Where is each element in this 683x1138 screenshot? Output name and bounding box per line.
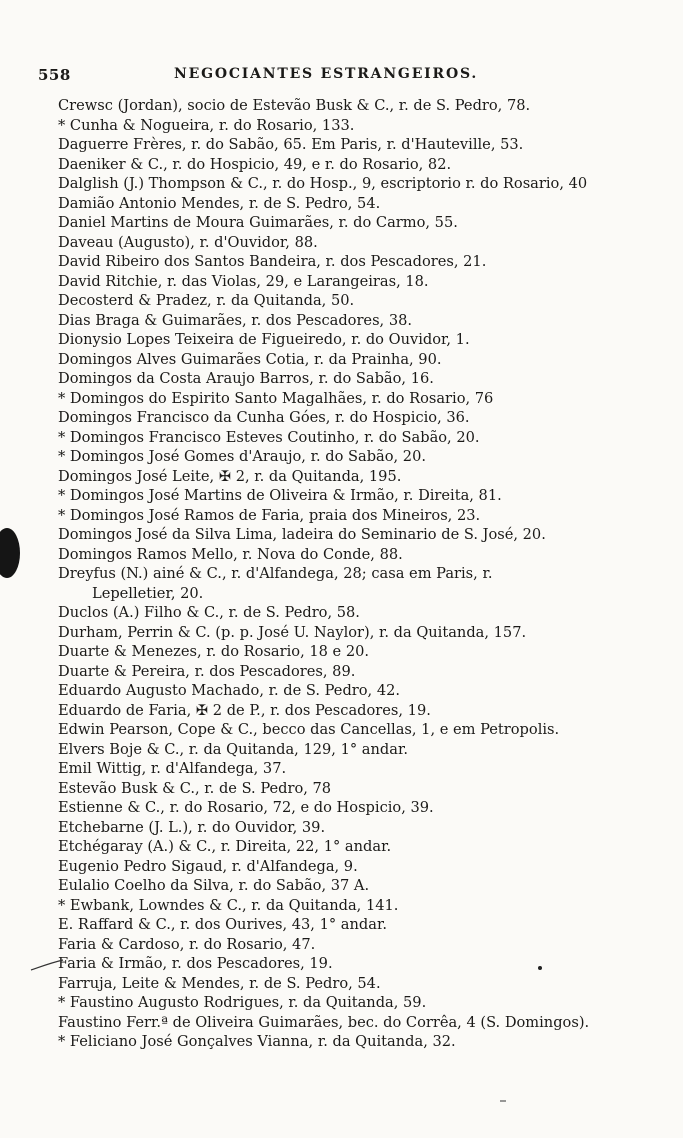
directory-entry: Decosterd & Pradez, r. da Quitanda, 50. (58, 292, 355, 309)
directory-entry: Duclos (A.) Filho & C., r. de S. Pedro, 58. (58, 604, 360, 621)
directory-entry: Dreyfus (N.) ainé & C., r. d'Alfandega, 28; casa em Paris, r. (58, 565, 493, 582)
directory-entry: Dalglish (J.) Thompson & C., r. do Hosp., 9, escriptorio r. do Rosario, 40 (58, 175, 588, 192)
directory-entry: Domingos José Leite, ✠ 2, r. da Quitanda, 195. (58, 467, 402, 485)
directory-entry: * Domingos José Martins de Oliveira & Irmão, r. Direita, 81. (58, 487, 502, 504)
directory-entry: Dionysio Lopes Teixeira de Figueiredo, r. do Ouvidor, 1. (58, 331, 470, 348)
directory-entry: Domingos da Costa Araujo Barros, r. do Sabão, 16. (58, 370, 434, 387)
directory-entry: E. Raffard & C., r. dos Ourives, 43, 1° andar. (58, 916, 387, 933)
directory-entry: Estevão Busk & C., r. de S. Pedro, 78 (58, 779, 332, 797)
directory-entry: * Cunha & Nogueira, r. do Rosario, 133. (58, 116, 355, 134)
directory-entry: * Domingos do Espirito Santo Magalhães, r. do Rosario, 76 (58, 389, 494, 407)
directory-entry: Edwin Pearson, Cope & C., becco das Cancellas, 1, e em Petropolis. (58, 721, 560, 738)
directory-entry: Etchebarne (J. L.), r. do Ouvidor, 39. (58, 818, 326, 836)
directory-entry: Durham, Perrin & C. (p. p. José U. Naylor), r. da Quitanda, 157. (58, 623, 527, 641)
directory-entry: * Faustino Augusto Rodrigues, r. da Quitanda, 59. (58, 994, 427, 1011)
running-head: NEGOCIANTES ESTRANGEIROS. (174, 66, 479, 82)
directory-entry: Eugenio Pedro Sigaud, r. d'Alfandega, 9. (58, 857, 358, 875)
directory-entry: Farruja, Leite & Mendes, r. de S. Pedro, 54. (58, 974, 381, 992)
directory-entry: Duarte & Pereira, r. dos Pescadores, 89. (58, 662, 356, 680)
paper-speck-mark (500, 1100, 506, 1102)
ink-dot-mark (538, 966, 542, 970)
directory-entry: Crewsc (Jordan), socio de Estevão Busk & C., r. de S. Pedro, 78. (58, 97, 531, 114)
directory-entry: Daveau (Augusto), r. d'Ouvidor, 88. (58, 233, 318, 251)
directory-entry: Domingos José da Silva Lima, ladeira do Seminario de S. José, 20. (58, 526, 546, 543)
page-number: 558 (38, 66, 71, 84)
page-header (38, 66, 638, 86)
directory-entry: * Ewbank, Lowndes & C., r. da Quitanda, 141. (58, 896, 399, 914)
directory-entry: Domingos Alves Guimarães Cotia, r. da Prainha, 90. (58, 350, 442, 368)
directory-list (58, 96, 658, 1052)
directory-entry: Daniel Martins de Moura Guimarães, r. do Carmo, 55. (58, 214, 458, 231)
directory-entry: Faria & Irmão, r. dos Pescadores, 19. (58, 955, 333, 972)
directory-entry: Daeniker & C., r. do Hospicio, 49, e r. do Rosario, 82. (58, 155, 452, 173)
directory-entry: * Feliciano José Gonçalves Vianna, r. da Quitanda, 32. (58, 1033, 456, 1050)
directory-entry: Eduardo de Faria, ✠ 2 de P., r. dos Pescadores, 19. (58, 701, 431, 719)
directory-entry: Eulalio Coelho da Silva, r. do Sabão, 37 A. (58, 877, 370, 894)
directory-entry: David Ritchie, r. das Violas, 29, e Larangeiras, 18. (58, 272, 429, 290)
directory-entry: Elvers Boje & C., r. da Quitanda, 129, 1° andar. (58, 740, 408, 758)
directory-entry: David Ribeiro dos Santos Bandeira, r. dos Pescadores, 21. (58, 253, 487, 270)
directory-entry: Damião Antonio Mendes, r. de S. Pedro, 54. (58, 194, 381, 212)
directory-entry: Domingos Francisco da Cunha Góes, r. do Hospicio, 36. (58, 409, 470, 426)
directory-entry-continuation: Lepelletier, 20. (92, 584, 204, 602)
directory-entry: Eduardo Augusto Machado, r. de S. Pedro, 42. (58, 682, 401, 699)
directory-entry: Etchégaray (A.) & C., r. Direita, 22, 1° andar. (58, 838, 392, 855)
pencil-mark-icon (30, 958, 64, 972)
directory-entry: * Domingos José Gomes d'Araujo, r. do Sabão, 20. (58, 448, 427, 465)
directory-entry: Faria & Cardoso, r. do Rosario, 47. (58, 935, 316, 953)
directory-entry: Daguerre Frères, r. do Sabão, 65. Em Paris, r. d'Hauteville, 53. (58, 136, 524, 153)
directory-entry: * Domingos José Ramos de Faria, praia dos Mineiros, 23. (58, 506, 481, 524)
directory-entry: * Domingos Francisco Esteves Coutinho, r. do Sabão, 20. (58, 428, 480, 446)
directory-entry: Estienne & C., r. do Rosario, 72, e do Hospicio, 39. (58, 799, 434, 816)
directory-entry: Dias Braga & Guimarães, r. dos Pescadores, 38. (58, 311, 413, 329)
directory-entry: Domingos Ramos Mello, r. Nova do Conde, 88. (58, 545, 403, 563)
directory-entry: Duarte & Menezes, r. do Rosario, 18 e 20. (58, 643, 370, 660)
binding-blot-mark (0, 528, 20, 578)
directory-entry: Faustino Ferr.ª de Oliveira Guimarães, bec. do Corrêa, 4 (S. Domingos). (58, 1013, 590, 1031)
directory-entry: Emil Wittig, r. d'Alfandega, 37. (58, 760, 287, 777)
